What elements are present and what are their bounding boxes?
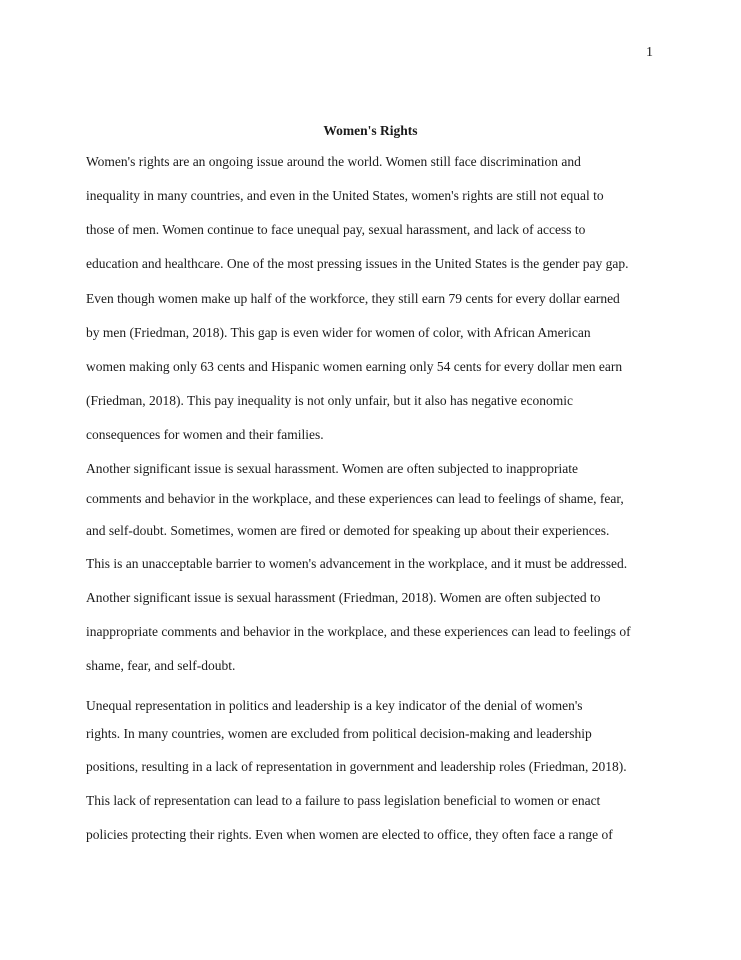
paragraph-line: education and healthcare. One of the most pressing issues in the United States is the gender pay gap.: [86, 256, 629, 271]
paragraph-line: This lack of representation can lead to a failure to pass legislation beneficial to women or enact: [86, 793, 601, 808]
paragraph-line: by men (Friedman, 2018). This gap is even wider for women of color, with African American: [86, 325, 591, 340]
paragraph-line: policies protecting their rights. Even when women are elected to office, they often face a range of: [86, 827, 613, 842]
paragraph-line: Women's rights are an ongoing issue around the world. Women still face discrimination and: [86, 154, 581, 169]
paragraph-line: consequences for women and their families.: [86, 427, 324, 442]
paragraph-line: positions, resulting in a lack of representation in government and leadership roles (Friedman, 2018).: [86, 759, 627, 774]
paragraph-line: This is an unacceptable barrier to women's advancement in the workplace, and it must be addressed.: [86, 556, 628, 571]
paragraph-line: comments and behavior in the workplace, and these experiences can lead to feelings of shame, fear,: [86, 491, 624, 506]
paragraph-line: rights. In many countries, women are excluded from political decision-making and leadership: [86, 726, 592, 741]
paragraph-line: Another significant issue is sexual harassment. Women are often subjected to inappropriate: [86, 461, 579, 476]
paragraph-line: Even though women make up half of the workforce, they still earn 79 cents for every dollar earned: [86, 291, 620, 306]
paragraph-line: shame, fear, and self-doubt.: [86, 658, 236, 673]
paragraph-line: women making only 63 cents and Hispanic women earning only 54 cents for every dollar men earn: [86, 359, 623, 374]
paragraph-line: inappropriate comments and behavior in the workplace, and these experiences can lead to feelings of: [86, 624, 631, 639]
paragraph-line: and self-doubt. Sometimes, women are fired or demoted for speaking up about their experiences.: [86, 523, 610, 538]
paragraph-line: those of men. Women continue to face unequal pay, sexual harassment, and lack of access to: [86, 222, 586, 237]
document-title: Women's Rights: [323, 123, 418, 138]
paragraph-line: Unequal representation in politics and leadership is a key indicator of the denial of women's: [86, 698, 583, 713]
paragraph-line: Another significant issue is sexual harassment (Friedman, 2018). Women are often subjected to: [86, 590, 601, 605]
paragraph-line: inequality in many countries, and even in the United States, women's rights are still not equal to: [86, 188, 604, 203]
paragraph-line: (Friedman, 2018). This pay inequality is not only unfair, but it also has negative economic: [86, 393, 573, 408]
page-number: 1: [646, 45, 653, 60]
